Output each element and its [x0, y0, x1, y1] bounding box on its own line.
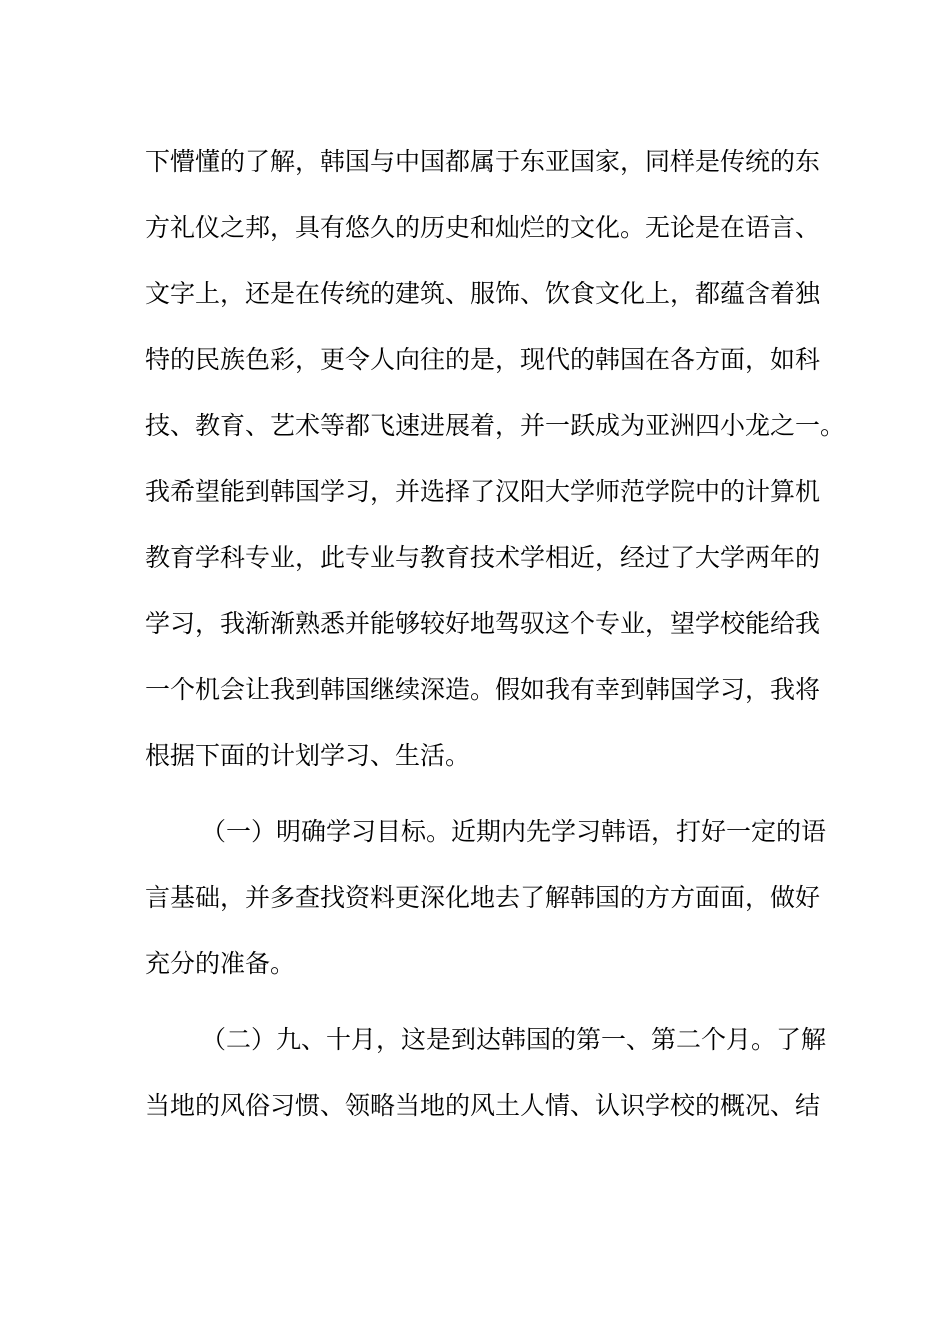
- paragraph-3: [145, 1007, 827, 1139]
- paragraph-1: [145, 129, 846, 789]
- text-line: 言基础，并多查找资料更深化地去了解韩国的方方面面，做好: [145, 883, 821, 912]
- paragraph-2: [145, 799, 827, 997]
- text-line: 文字上，还是在传统的建筑、服饰、饮食文化上，都蕴含着独: [145, 279, 821, 308]
- text-line: （二）九、十月，这是到达韩国的第一、第二个月。了解: [201, 1025, 827, 1054]
- body-text: [145, 129, 846, 1139]
- text-line: 技、教育、艺术等都飞速进展着，并一跃成为亚洲四小龙之一。: [145, 411, 846, 440]
- text-line: 方礼仪之邦，具有悠久的历史和灿烂的文化。无论是在语言、: [145, 213, 821, 242]
- text-line: 下懵懂的了解，韩国与中国都属于东亚国家，同样是传统的东: [145, 147, 821, 176]
- text-line: 根据下面的计划学习、生活。: [145, 741, 471, 770]
- text-line: 我希望能到韩国学习，并选择了汉阳大学师范学院中的计算机: [145, 477, 821, 506]
- paragraph-spacer: [145, 997, 815, 1007]
- text-line: 当地的风俗习惯、领略当地的风土人情、认识学校的概况、结: [145, 1091, 821, 1120]
- paragraph-spacer: [145, 789, 815, 799]
- text-line: （一）明确学习目标。近期内先学习韩语，打好一定的语: [201, 817, 827, 846]
- text-line: 学习，我渐渐熟悉并能够较好地驾驭这个专业，望学校能给我: [145, 609, 821, 638]
- text-line: 特的民族色彩，更令人向往的是，现代的韩国在各方面，如科: [145, 345, 821, 374]
- text-line: 充分的准备。: [145, 949, 296, 978]
- text-line: 教育学科专业，此专业与教育技术学相近，经过了大学两年的: [145, 543, 821, 572]
- text-line: 一个机会让我到韩国继续深造。假如我有幸到韩国学习，我将: [145, 675, 821, 704]
